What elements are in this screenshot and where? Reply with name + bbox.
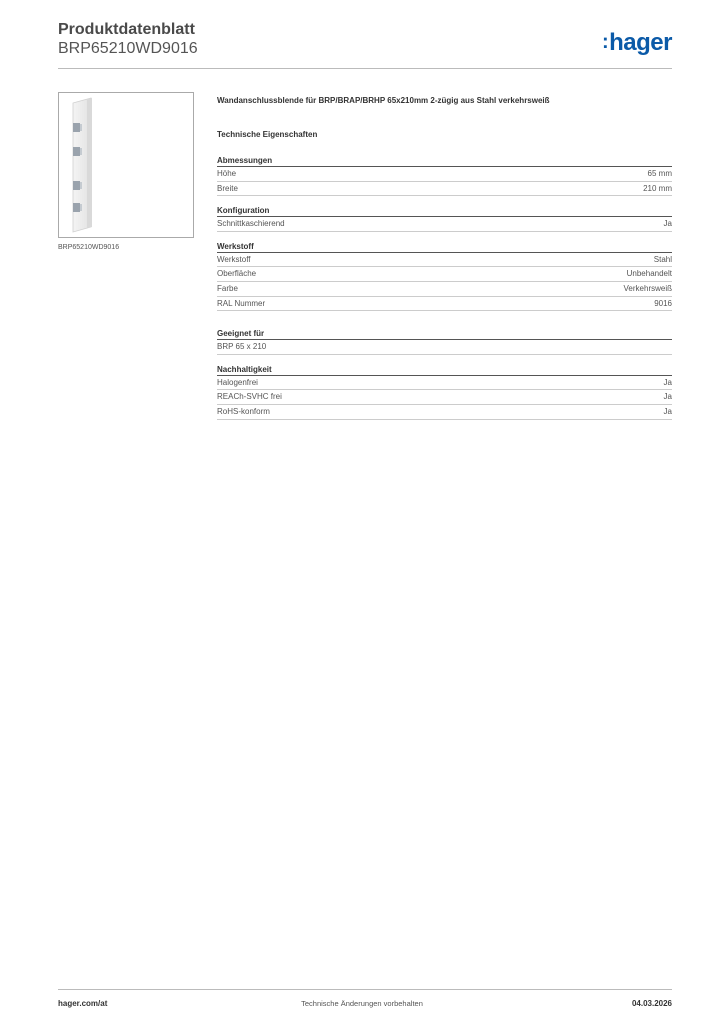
wall-plate-illustration (59, 93, 193, 237)
image-caption: BRP65210WD9016 (58, 244, 120, 251)
property-row (217, 253, 672, 268)
section-title: Geeignet für (217, 327, 672, 340)
property-value: 9016 (654, 298, 672, 308)
property-row (217, 267, 672, 282)
property-value: 65 mm (647, 169, 672, 178)
property-label: RoHS-konform (217, 406, 270, 416)
property-label: Höhe (217, 169, 237, 178)
property-row (217, 282, 672, 297)
footer-divider (58, 989, 672, 990)
property-value: 210 mm (643, 183, 672, 193)
property-value: Ja (663, 219, 672, 229)
property-label: Breite (217, 183, 238, 193)
property-row (217, 376, 672, 391)
property-label: Oberfläche (217, 269, 257, 279)
property-label: BRP 65 x 210 (217, 342, 267, 352)
property-value: Ja (663, 406, 672, 416)
section-geeignet-fuer (217, 327, 672, 355)
section-title: Konfiguration (217, 204, 672, 217)
product-code: BRP65210WD9016 (58, 40, 198, 57)
property-label: Schnittkaschierend (217, 219, 285, 229)
footer-notice: Technische Änderungen vorbehalten (301, 999, 423, 1008)
hager-logo: :hager (601, 29, 672, 56)
section-title: Abmessungen (217, 154, 672, 167)
property-label: Halogenfrei (217, 377, 258, 387)
section-werkstoff (217, 240, 672, 311)
property-value: Unbehandelt (626, 269, 672, 279)
product-description: Wandanschlussblende für BRP/BRAP/BRHP 65x210mm 2-zügig aus Stahl verkehrsweiß (217, 96, 550, 105)
property-value: Ja (663, 377, 672, 387)
section-konfiguration (217, 204, 672, 232)
property-value: Stahl (653, 254, 672, 264)
footer-date: 04.03.2026 (631, 999, 672, 1008)
property-row (217, 390, 672, 405)
section-title: Nachhaltigkeit (217, 363, 672, 376)
section-abmessungen (217, 154, 672, 196)
section-nachhaltigkeit (217, 363, 672, 420)
footer-website: hager.com/at (58, 999, 108, 1008)
header-divider (58, 68, 672, 69)
property-row (217, 297, 672, 312)
property-value: Ja (663, 392, 672, 402)
property-value: Verkehrsweiß (623, 283, 672, 293)
property-row (217, 182, 672, 197)
product-image (58, 92, 194, 238)
property-label: RAL Nummer (217, 298, 266, 308)
technical-properties-heading: Technische Eigenschaften (217, 130, 318, 139)
property-label: Farbe (217, 283, 238, 293)
property-row (217, 405, 672, 420)
property-row (217, 217, 672, 232)
property-row (217, 167, 672, 182)
property-label: REACh-SVHC frei (217, 392, 282, 402)
property-row (217, 340, 672, 355)
page-title: Produktdatenblatt (58, 21, 195, 38)
section-title: Werkstoff (217, 240, 672, 253)
property-label: Werkstoff (217, 254, 251, 264)
product-details (217, 96, 672, 428)
